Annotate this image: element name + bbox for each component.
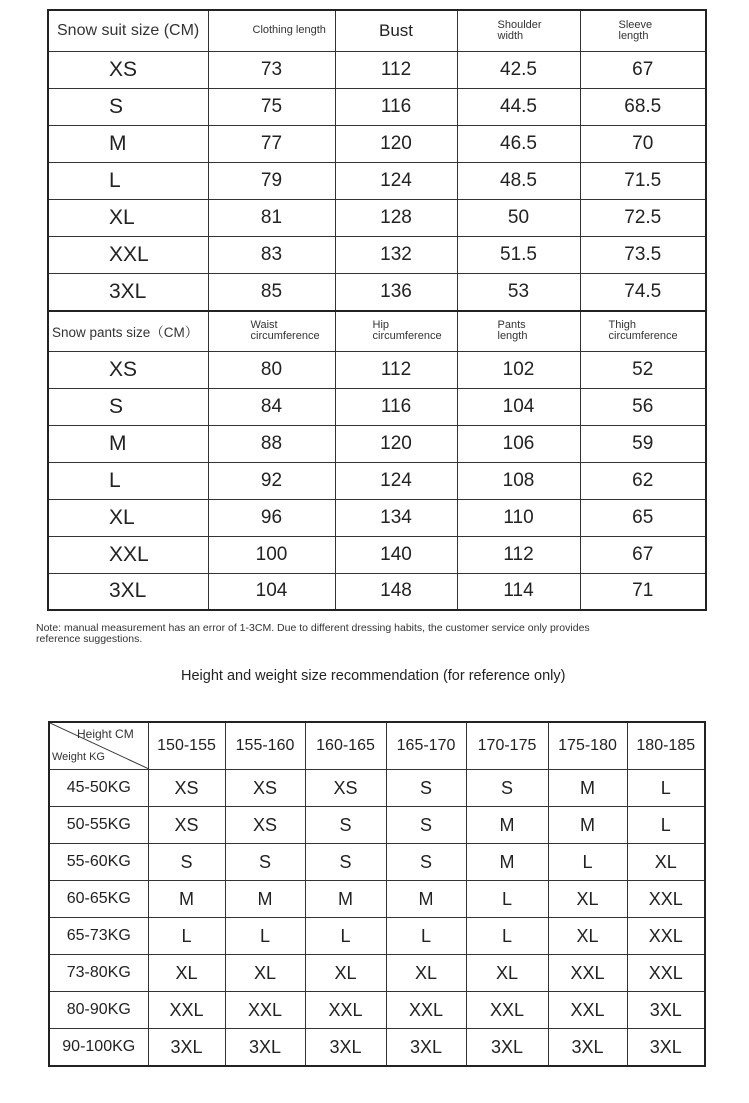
size-cell: 3XL [148,1029,225,1067]
size-cell: S [148,844,225,881]
size-label: L [48,162,208,199]
value-cell: 132 [335,236,457,273]
size-cell: S [386,807,466,844]
size-cell: M [225,881,305,918]
recommendation-heading: Height and weight size recommendation (for reference only) [181,668,566,684]
suit-header-row [48,10,706,51]
pants-header-hip: Hip circumference [335,311,457,351]
value-cell: 67 [580,51,706,88]
corner-weight-label: Weight KG [52,751,105,763]
height-header: 150-155 [148,722,225,770]
value-cell: 73 [208,51,335,88]
suit-header-sleeve-length: Sleeve length [580,10,706,51]
value-cell: 112 [335,351,457,388]
value-cell: 108 [457,462,580,499]
size-label: S [48,388,208,425]
value-cell: 124 [335,162,457,199]
value-cell: 120 [335,125,457,162]
size-cell: XXL [627,881,705,918]
value-cell: 52 [580,351,706,388]
size-label: XXL [48,236,208,273]
size-label: 3XL [48,573,208,610]
size-cell: L [148,918,225,955]
table-row [49,881,705,918]
size-cell: M [305,881,386,918]
value-cell: 84 [208,388,335,425]
size-label: M [48,425,208,462]
weight-label: 73-80KG [49,955,148,992]
value-cell: 136 [335,273,457,311]
size-cell: L [386,918,466,955]
value-cell: 96 [208,499,335,536]
table-row [48,388,706,425]
table-row [48,125,706,162]
table-row [48,199,706,236]
weight-label: 45-50KG [49,770,148,807]
size-cell: XS [148,807,225,844]
table-row [48,162,706,199]
size-cell: XS [148,770,225,807]
value-cell: 85 [208,273,335,311]
table-row [48,536,706,573]
size-cell: L [548,844,627,881]
size-cell: L [305,918,386,955]
size-cell: M [466,844,548,881]
size-cell: S [466,770,548,807]
value-cell: 74.5 [580,273,706,311]
value-cell: 134 [335,499,457,536]
value-cell: 72.5 [580,199,706,236]
weight-label: 50-55KG [49,807,148,844]
value-cell: 53 [457,273,580,311]
size-cell: XL [548,881,627,918]
size-cell: XXL [548,992,627,1029]
size-label: L [48,462,208,499]
value-cell: 77 [208,125,335,162]
size-chart-table [47,9,707,611]
size-cell: XL [305,955,386,992]
size-cell: 3XL [548,1029,627,1067]
size-cell: XL [548,918,627,955]
size-cell: 3XL [386,1029,466,1067]
size-cell: M [466,807,548,844]
table-row [49,918,705,955]
weight-label: 55-60KG [49,844,148,881]
pants-table-title: Snow pants size（CM） [48,311,208,351]
size-cell: 3XL [627,1029,705,1067]
value-cell: 100 [208,536,335,573]
height-header-row [49,722,705,770]
table-row [48,88,706,125]
table-row [48,51,706,88]
pants-header-pants-length: Pants length [457,311,580,351]
size-cell: XL [386,955,466,992]
size-cell: XXL [305,992,386,1029]
value-cell: 112 [457,536,580,573]
height-header: 155-160 [225,722,305,770]
value-cell: 70 [580,125,706,162]
value-cell: 73.5 [580,236,706,273]
size-cell: M [548,807,627,844]
value-cell: 79 [208,162,335,199]
table-row [49,992,705,1029]
value-cell: 75 [208,88,335,125]
suit-table-title: Snow suit size (CM) [48,10,208,51]
suit-header-clothing-length: Clothing length [208,10,335,51]
value-cell: 106 [457,425,580,462]
size-cell: XXL [627,918,705,955]
value-cell: 148 [335,573,457,610]
weight-label: 90-100KG [49,1029,148,1067]
size-cell: 3XL [305,1029,386,1067]
table-row [49,770,705,807]
table-row [48,425,706,462]
table-row [48,273,706,311]
size-label: XS [48,351,208,388]
size-cell: XXL [466,992,548,1029]
weight-label: 60-65KG [49,881,148,918]
pants-header-row [48,311,706,351]
weight-label: 80-90KG [49,992,148,1029]
size-cell: M [548,770,627,807]
size-cell: XS [305,770,386,807]
size-cell: S [386,844,466,881]
value-cell: 112 [335,51,457,88]
value-cell: 51.5 [457,236,580,273]
size-label: 3XL [48,273,208,311]
value-cell: 92 [208,462,335,499]
value-cell: 62 [580,462,706,499]
height-header: 170-175 [466,722,548,770]
value-cell: 104 [457,388,580,425]
height-header: 165-170 [386,722,466,770]
table-row [49,844,705,881]
size-cell: S [225,844,305,881]
value-cell: 48.5 [457,162,580,199]
table-row [48,351,706,388]
size-cell: XL [225,955,305,992]
corner-height-label: Height CM [77,727,134,741]
value-cell: 114 [457,573,580,610]
size-label: XL [48,499,208,536]
weight-label: 65-73KG [49,918,148,955]
value-cell: 46.5 [457,125,580,162]
size-cell: XL [466,955,548,992]
measurement-note: Note: manual measurement has an error of 1-3CM. Due to different dressing habits, the customer service only provides reference suggestions. [36,622,590,645]
height-weight-table [48,721,706,1067]
value-cell: 110 [457,499,580,536]
value-cell: 71.5 [580,162,706,199]
size-label: M [48,125,208,162]
value-cell: 59 [580,425,706,462]
pants-header-waist: Waist circumference [208,311,335,351]
size-cell: XXL [148,992,225,1029]
size-cell: S [305,807,386,844]
value-cell: 140 [335,536,457,573]
table-row [49,955,705,992]
size-label: S [48,88,208,125]
height-header: 175-180 [548,722,627,770]
value-cell: 116 [335,88,457,125]
size-cell: L [225,918,305,955]
size-cell: M [148,881,225,918]
size-cell: S [305,844,386,881]
size-cell: L [627,770,705,807]
value-cell: 104 [208,573,335,610]
size-cell: XXL [225,992,305,1029]
value-cell: 124 [335,462,457,499]
size-cell: XS [225,770,305,807]
table-row [48,236,706,273]
value-cell: 116 [335,388,457,425]
size-label: XS [48,51,208,88]
value-cell: 128 [335,199,457,236]
value-cell: 88 [208,425,335,462]
value-cell: 44.5 [457,88,580,125]
table-row [49,807,705,844]
size-label: XL [48,199,208,236]
value-cell: 81 [208,199,335,236]
value-cell: 65 [580,499,706,536]
value-cell: 83 [208,236,335,273]
size-cell: XS [225,807,305,844]
table-row [48,499,706,536]
size-cell: 3XL [225,1029,305,1067]
size-cell: XXL [627,955,705,992]
size-cell: L [627,807,705,844]
value-cell: 68.5 [580,88,706,125]
size-cell: XL [148,955,225,992]
size-cell: M [386,881,466,918]
corner-cell [49,722,148,770]
value-cell: 120 [335,425,457,462]
value-cell: 102 [457,351,580,388]
size-cell: XL [627,844,705,881]
value-cell: 71 [580,573,706,610]
size-cell: L [466,881,548,918]
size-label: XXL [48,536,208,573]
size-cell: 3XL [466,1029,548,1067]
table-row [49,1029,705,1067]
pants-header-thigh: Thigh circumference [580,311,706,351]
table-row [48,462,706,499]
size-cell: XXL [386,992,466,1029]
size-cell: L [466,918,548,955]
table-row [48,573,706,610]
value-cell: 42.5 [457,51,580,88]
suit-header-shoulder-width: Shoulder width [457,10,580,51]
value-cell: 80 [208,351,335,388]
size-cell: XXL [548,955,627,992]
value-cell: 67 [580,536,706,573]
height-header: 160-165 [305,722,386,770]
value-cell: 56 [580,388,706,425]
suit-header-bust: Bust [335,10,457,51]
size-cell: S [386,770,466,807]
size-cell: 3XL [627,992,705,1029]
height-header: 180-185 [627,722,705,770]
value-cell: 50 [457,199,580,236]
